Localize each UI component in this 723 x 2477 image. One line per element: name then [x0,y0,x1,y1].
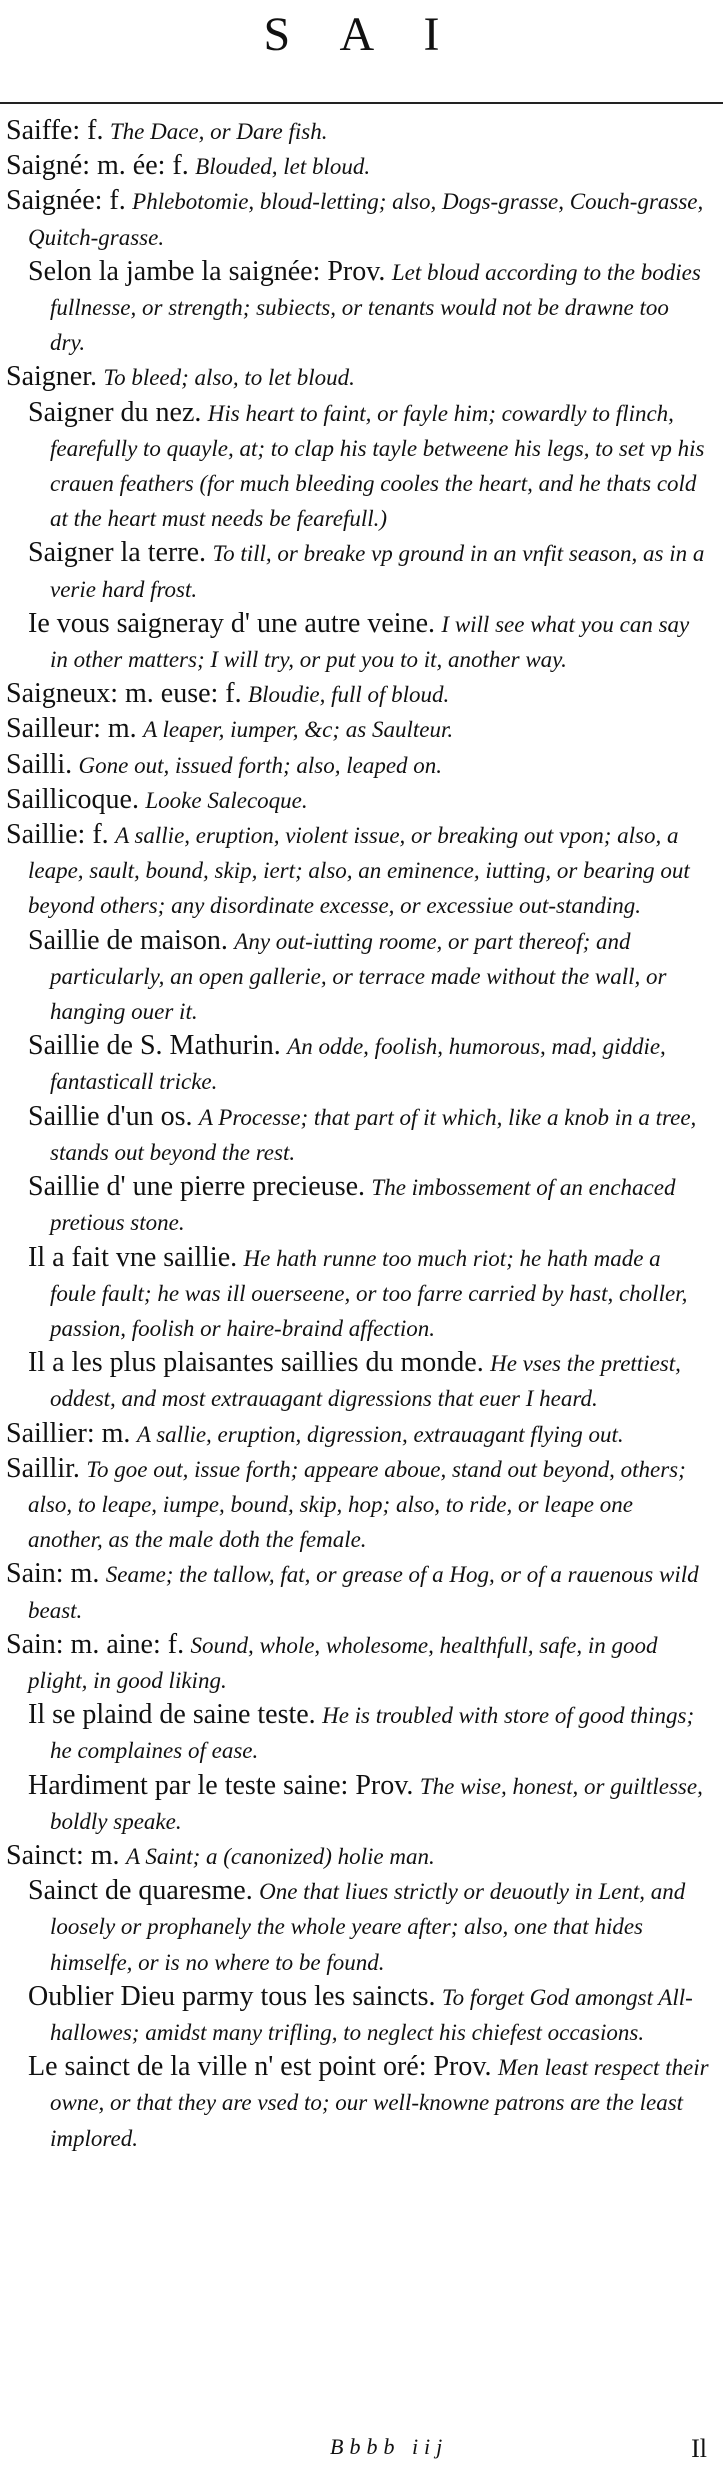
entry [6,677,709,712]
entry [6,1628,709,1698]
gloss: One that liues strictly or deuoutly in Lent, and loosely or prophanely the whole yeare after; also, one that hides himselfe, or is no where to be found. [50,1879,686,1975]
headword: Saillie d' une pierre precieuse. [28,1171,366,1203]
headword: Saigneux: m. euse: f. [6,678,242,710]
headword: Sain: m. aine: f. [6,1628,185,1660]
headword: Saigner. [6,361,97,393]
gloss: Sound, whole, wholesome, healthfull, safe, in good plight, in good liking. [28,1632,658,1693]
gloss: Phlebotomie, bloud-letting; also, Dogs-grasse, Couch-grasse, Quitch-grasse. [28,189,704,250]
headword: Selon la jambe la saignée: Prov. [28,255,386,287]
entry [6,818,709,924]
sub-entry [6,1346,709,1416]
entry [6,360,709,395]
sub-entry [6,255,709,361]
headword: Il a les plus plaisantes saillies du monde. [28,1347,484,1379]
headword: Saignée: f. [6,185,126,217]
entry [6,748,709,783]
entry [6,114,709,149]
entry [6,184,709,254]
gloss: The imbossement of an enchaced pretious stone. [50,1175,676,1236]
headword: Sain: m. [6,1558,100,1590]
gloss: A Saint; a (canonized) holie man. [125,1843,435,1869]
gloss: His heart to faint, or fayle him; cowardly to flinch, fearefully to quayle, at; to clap his tayle betweene his legs, to set vp his crauen feathers (for much bleeding cooles the heart, and he thats cold at the heart must needs be fearefull.) [50,400,705,532]
sub-entry [6,396,709,537]
entry [6,783,709,818]
gloss: He is troubled with store of good things; he complaines of ease. [50,1703,695,1764]
gloss: Looke Salecoque. [145,787,308,813]
sub-entry [6,1100,709,1170]
gloss: Gone out, issued forth; also, leaped on. [78,752,443,778]
signature-mark: Bbbb iij [330,2434,449,2459]
headword: Ie vous saigneray d' une autre veine. [28,607,435,639]
sub-entry [6,1874,709,1980]
sub-entry [6,1029,709,1099]
headword: Saigné: m. ée: f. [6,150,189,182]
sub-entry [6,924,709,1030]
gloss: I will see what you can say in other matters; I will try, or put you to it, another way. [50,611,690,673]
headword: Saillier: m. [6,1417,131,1449]
entry [6,1417,709,1452]
entry [6,1839,709,1874]
entry [6,149,709,184]
headword: Saillicoque. [6,783,139,815]
gloss: The Dace, or Dare fish. [109,119,328,144]
headword: Le sainct de la ville n' est point oré: Prov. [28,2051,492,2083]
sub-entry [6,607,709,677]
gloss: A sallie, eruption, digression, extrauagant flying out. [136,1421,624,1447]
headword: Hardiment par le teste saine: Prov. [28,1769,414,1801]
gloss: To bleed; also, to let bloud. [103,365,355,391]
gloss: A sallie, eruption, violent issue, or breaking out vpon; also, a leape, sault, bound, skip, iert; also, an eminence, iutting, or bearing out beyond others; any disordinate excesse, or excessiue out-standing. [28,823,690,919]
sub-entry [6,2050,709,2156]
sub-entry [6,1980,709,2050]
headword: Saiffe: f. [6,115,104,146]
headword: Saillie d'un os. [28,1100,193,1132]
gloss: Let bloud according to the bodies fullnesse, or strength; subiects, or tenants would not be drawne too dry. [50,259,701,356]
headword: Sailli. [6,748,73,780]
headword: Saillie: f. [6,819,109,851]
sub-entry [6,1769,709,1839]
gloss: Any out-iutting roome, or part thereof; and particularly, an open gallerie, or terrace made without the wall, or hanging ouer it. [50,928,667,1025]
entry [6,1452,709,1558]
gloss: The wise, honest, or guiltlesse, boldly speake. [50,1773,703,1834]
headword: Sainct de quaresme. [28,1875,253,1907]
gloss: An odde, foolish, humorous, mad, giddie, fantasticall tricke. [50,1034,666,1095]
gloss: To till, or breake vp ground in an vnfit season, as in a verie hard frost. [50,541,705,602]
running-head: S A I [263,8,460,61]
headword: Oublier Dieu parmy tous les saincts. [28,1980,436,2012]
sub-entry [6,1698,709,1768]
gloss: Men least respect their owne, or that they are vsed to; our well-knowne patrons are the least implored. [50,2055,709,2151]
headword: Il a fait vne saillie. [28,1241,238,1273]
gloss: A Processe; that part of it which, like a knob in a tree, stands out beyond the rest. [50,1104,697,1165]
entry [6,1557,709,1627]
gloss: Bloudie, full of bloud. [248,682,450,708]
gloss: He vses the prettiest, oddest, and most extrauagant digressions that euer I heard. [50,1351,681,1412]
catchword: Il [691,2434,707,2463]
headword: Sainct: m. [6,1839,120,1871]
gloss: To goe out, issue forth; appeare aboue, stand out beyond, others; also, to leape, iumpe, bound, skip, hop; also, to ride, or leape one another, as the male doth the female. [28,1456,686,1553]
headword: Saigner la terre. [28,537,207,569]
headword: Il se plaind de saine teste. [28,1699,316,1731]
gloss: To forget God amongst All-hallowes; amidst many trifling, to neglect his chiefest occasions. [50,1984,693,2045]
entry [6,712,709,747]
headword: Saillir. [6,1452,80,1484]
sub-entry [6,536,709,606]
headword: Saillie de maison. [28,924,228,956]
sub-entry [6,1241,709,1347]
sub-entry [6,1170,709,1240]
page-footer [0,2428,723,2468]
headword: Saigner du nez. [28,396,202,428]
gloss: He hath runne too much riot; he hath made a foule fault; he was ill ouerseene, or too farre carried by hast, choller, passion, foolish or haire-braind affection. [50,1245,688,1341]
gloss: A leaper, iumper, &c; as Saulteur. [143,717,454,743]
entry-list [0,104,723,2156]
headword: Saillie de S. Mathurin. [28,1030,281,1062]
headword: Sailleur: m. [6,713,137,745]
gloss: Blouded, let bloud. [195,154,371,180]
gloss: Seame; the tallow, fat, or grease of a Hog, or of a rauenous wild beast. [28,1562,699,1623]
